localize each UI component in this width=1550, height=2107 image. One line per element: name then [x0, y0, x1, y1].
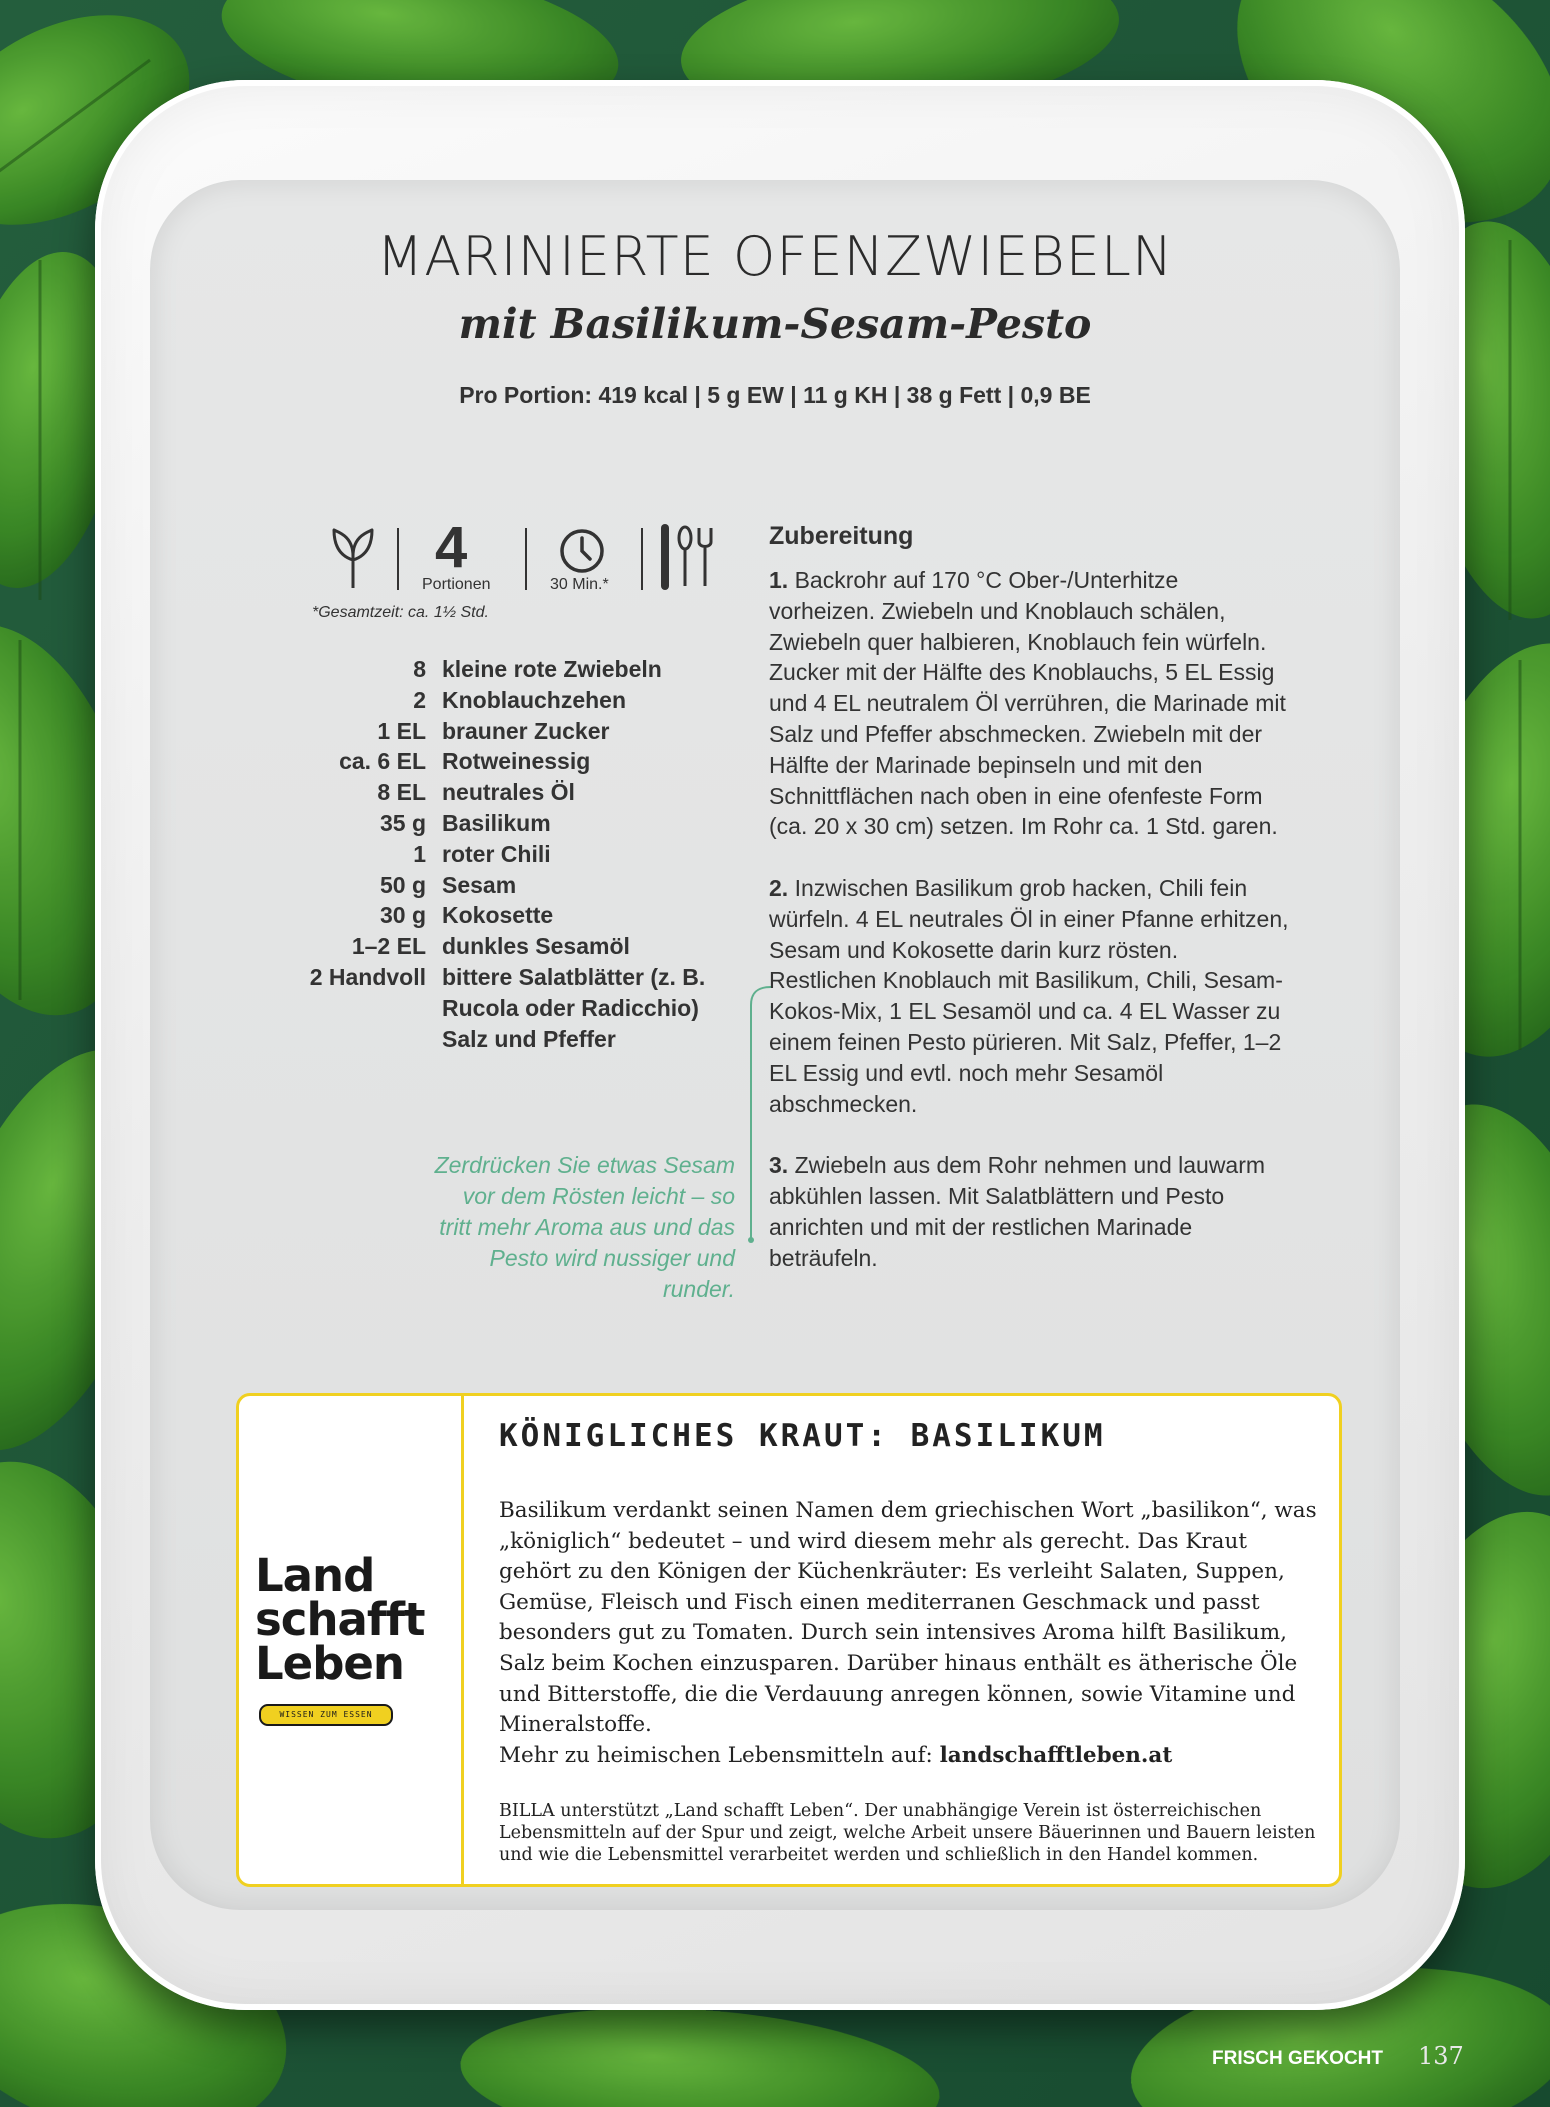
info-box-text [499, 1496, 1319, 1771]
clock-icon [559, 528, 605, 574]
ingredient-quantity: 35 g [379, 809, 426, 836]
ingredient-quantity: 50 g [379, 871, 426, 898]
page-number: 137 [1418, 2042, 1464, 2070]
website-link[interactable]: landschafftleben.at [939, 1742, 1173, 1768]
ingredient-name: kleine rote Zwiebeln [442, 656, 662, 682]
ingredient-quantity: 1 [413, 840, 426, 867]
info-paragraph: Basilikum verdankt seinen Namen dem griechischen Wort „basilikon“, was „königlich“ bedeutet – und wird diesem mehr als gerecht. Das Kraut gehört zu den Königen der Küchenkräuter: Es verleiht Salaten, Suppen, Gemüse, Fleisch und Fisch einen mediterranen Geschmack und passt besonders gut zu Tomaten. Durch sein intensives Aroma hilft Basilikum, Salz beim Kochen einzusparen. Darüber hinaus enthält es ätherische Öle und Bitterstoffe, die die Verdauung anregen können, sowie Vitamine und Mineralstoffe. [499, 1498, 1317, 1738]
ingredient-name: brauner Zucker [442, 717, 610, 744]
ingredient-quantity: 8 EL [377, 779, 426, 806]
ingredient-name: Salz und Pfeffer [442, 1025, 616, 1052]
recipe-meta [325, 515, 725, 600]
meta-separator [641, 528, 643, 590]
section-label: FRISCH GEKOCHT [1212, 2048, 1383, 2069]
ingredient-name: neutrales Öl [442, 779, 575, 806]
more-prefix: Mehr zu heimischen Lebensmitteln auf: [499, 1742, 940, 1768]
meta-separator [397, 528, 399, 590]
preparation-title: Zubereitung [769, 522, 914, 550]
time-label: 30 Min.* [550, 576, 609, 593]
recipe-title: MARINIERTE OFENZWIEBELN [376, 225, 1174, 288]
cutlery-icon [655, 524, 721, 590]
ingredient-name: Kokosette [442, 902, 554, 929]
logo-line: schafft [255, 1593, 425, 1646]
logo-line: Land [255, 1549, 375, 1602]
tip-text: Zerdrücken Sie etwas Sesam vor dem Rösten leicht – so tritt mehr Aroma aus und das Pesto wird nussiger und runder. [434, 1152, 735, 1302]
land-schafft-leben-logo [255, 1549, 425, 1690]
step-text: Backrohr auf 170 °C Ober-/Unterhitze vorheizen. Zwiebeln und Knoblauch schälen, Zwiebeln quer halbieren, Knoblauch fein würfeln. Zucker mit der Hälfte des Knoblauchs, 5 EL Essig und 4 EL neutralem Öl verrühren, die Marinade mit Salz und Pfeffer abschmecken. Zwiebeln mit der Hälfte der Marinade bepinseln und mit den Schnittflächen nach oben in eine ofenfeste Form (ca. 20 x 30 cm) setzen. Im Rohr ca. 1 Std. garen. [769, 567, 1286, 840]
step-number: 2. [769, 874, 789, 901]
info-box-divider [461, 1396, 464, 1884]
meta-separator [525, 528, 527, 590]
ingredient-name: Rucola oder Radicchio) [442, 994, 699, 1021]
portions-label: Portionen [422, 576, 491, 593]
preparation-steps [769, 565, 1289, 1304]
logo-line: Leben [255, 1637, 404, 1690]
ingredient-quantity: ca. 6 EL [339, 748, 426, 775]
ingredient-quantity: 30 g [379, 902, 426, 929]
step-text: Zwiebeln aus dem Rohr nehmen und lauwarm abkühlen lassen. Mit Salatblättern und Pesto anrichten und mit der restlichen Marinade beträufeln. [769, 1152, 1266, 1271]
total-time-note: *Gesamtzeit: ca. 1½ Std. [312, 604, 489, 621]
ingredient-name: Knoblauchzehen [442, 686, 627, 713]
portions-value: 4 [435, 515, 468, 580]
ingredient-quantity: 2 Handvoll [309, 963, 426, 990]
ingredient-quantity: 1–2 EL [351, 933, 426, 960]
logo-tagline: WISSEN ZUM ESSEN [259, 1704, 393, 1726]
nutrition-info: Pro Portion: 419 kcal | 5 g EW | 11 g KH | 38 g Fett | 0,9 BE [459, 382, 1091, 408]
recipe-subtitle: mit Basilikum-Sesam-Pesto [458, 300, 1092, 348]
step-number: 3. [769, 1152, 789, 1179]
info-box-footnote: BILLA unterstützt „Land schafft Leben“. Der unabhängige Verein ist österreichischen Lebensmitteln auf der Spur und zeigt, welche Arbeit unsere Bäuerinnen und Bauern leisten und wie die Lebensmittel verarbeitet werden und schließlich in den Handel kommen. [499, 1801, 1316, 1865]
step-number: 1. [769, 567, 789, 593]
ingredient-quantity: 8 [413, 656, 426, 682]
ingredient-name: Sesam [442, 871, 517, 898]
ingredient-name: Basilikum [442, 809, 551, 836]
step-text: Inzwischen Basilikum grob hacken, Chili fein würfeln. 4 EL neutrales Öl in einer Pfanne erhitzen, Sesam und Kokosette darin kurz rösten. Restlichen Knoblauch mit Basilikum, Chili, Sesam-Kokos-Mix, 1 EL Sesamöl und ca. 4 EL Wasser zu einem feinen Pesto pürieren. Mit Salz, Pfeffer, 1–2 EL Essig und evtl. noch mehr Sesamöl abschmecken. [769, 874, 1289, 1117]
ingredient-name: Rotweinessig [442, 748, 591, 775]
ingredient-quantity: 1 EL [377, 717, 426, 744]
step-2 [769, 873, 1289, 1119]
info-box [236, 1393, 1342, 1887]
step-1 [769, 565, 1289, 842]
ingredient-name: dunkles Sesamöl [442, 933, 630, 960]
info-box-title: KÖNIGLICHES KRAUT: BASILIKUM [499, 1418, 1106, 1454]
ingredient-quantity: 2 [413, 686, 426, 713]
ingredient-name: bittere Salatblätter (z. B. [442, 963, 706, 990]
step-3 [769, 1150, 1289, 1273]
ingredient-name: roter Chili [442, 840, 551, 867]
vegetarian-leaf-icon [330, 526, 376, 590]
